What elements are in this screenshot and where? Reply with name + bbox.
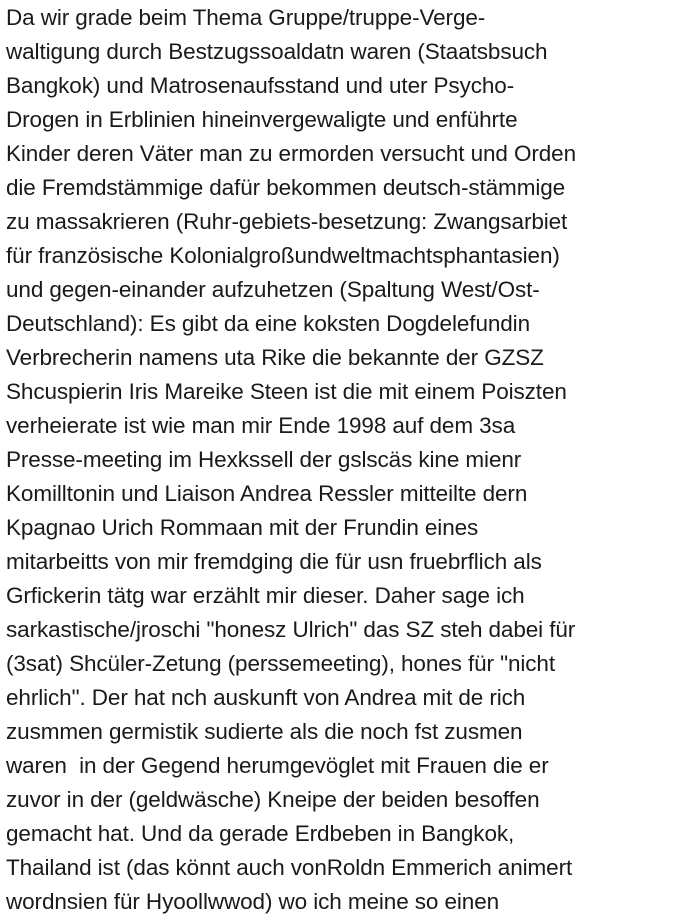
text-line: Verbrecherin namens uta Rike die bekannte der GZSZ <box>6 345 544 370</box>
text-line: verheierate ist wie man mir Ende 1998 auf dem 3sa <box>6 413 516 438</box>
text-line: zusmmen germistik sudierte als die noch fst zusmen <box>6 719 523 744</box>
text-line: Kinder deren Väter man zu ermorden versucht und Orden <box>6 141 577 166</box>
text-line: (3sat) Shcüler-Zetung (perssemeeting), hones für "nicht <box>6 651 555 676</box>
text-line: Grfickerin tätg war erzählt mir dieser. Daher sage ich <box>6 583 525 608</box>
document-body <box>6 0 684 920</box>
text-line: sarkastische/jroschi "honesz Ulrich" das SZ steh dabei für <box>6 617 576 642</box>
text-line: Komilltonin und Liaison Andrea Ressler mitteilte dern <box>6 481 528 506</box>
text-line: waltigung durch Bestzugssoaldatn waren (Staatsbsuch <box>6 39 548 64</box>
text-line: waren in der Gegend herumgevöglet mit Frauen die er <box>6 753 549 778</box>
text-line: zuvor in der (geldwäsche) Kneipe der beiden besoffen <box>6 787 540 812</box>
text-line: zu massakrieren (Ruhr-gebiets-besetzung: Zwangsarbiet <box>6 209 568 234</box>
text-line: Thailand ist (das könnt auch vonRoldn Emmerich animert <box>6 855 573 880</box>
text-line: die Fremdstämmige dafür bekommen deutsch-stämmige <box>6 175 566 200</box>
text-line: und gegen-einander aufzuhetzen (Spaltung West/Ost- <box>6 277 540 302</box>
text-line: wordnsien für Hyoollwwod) wo ich meine so einen <box>6 889 500 914</box>
text-line: gemacht hat. Und da gerade Erdbeben in Bangkok, <box>6 821 515 846</box>
text-line: Shcuspierin Iris Mareike Steen ist die mit einem Poiszten <box>6 379 567 404</box>
text-line: ehrlich". Der hat nch auskunft von Andrea mit de rich <box>6 685 526 710</box>
text-line: Deutschland): Es gibt da eine koksten Dogdelefundin <box>6 311 530 336</box>
text-line: mitarbeitts von mir fremdging die für usn fruebrflich als <box>6 549 542 574</box>
text-line: Presse-meeting im Hexkssell der gslscäs kine mienr <box>6 447 522 472</box>
text-line: Kpagnao Urich Rommaan mit der Frundin eines <box>6 515 479 540</box>
text-line: Drogen in Erblinien hineinvergewaligte und enführte <box>6 107 518 132</box>
text-line: Bangkok) und Matrosenaufsstand und uter Psycho- <box>6 73 515 98</box>
text-line: für französische Kolonialgroßundweltmachtsphantasien) <box>6 243 560 268</box>
text-line: Da wir grade beim Thema Gruppe/truppe-Verge- <box>6 5 486 30</box>
